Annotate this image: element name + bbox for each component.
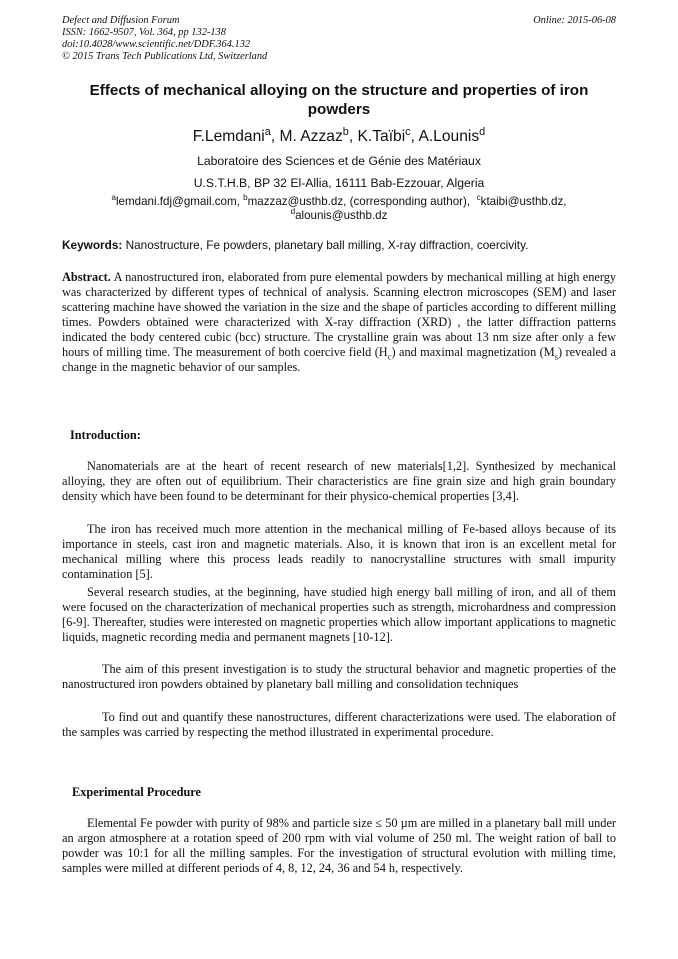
keywords-text: Nanostructure, Fe powders, planetary ball milling, X-ray diffraction, coercivity. [125,238,529,252]
email-link[interactable]: ktaibi@usthb.dz, [480,195,567,208]
experimental-paragraph: Elemental Fe powder with purity of 98% and particle size ≤ 50 µm are milled in a planetary ball mill under an argon atmosphere at a rotation speed of 200 rpm with vial volume of 250 ml. The weight ration of ball to powder was 10:1 for all the milling samples. For the investigation of structural evolution with milling time, samples were milled at different periods of 4, 8, 12, 24, 36 and 54 h, respectively. [62,816,616,875]
author-name: M. Azzaz [279,128,343,145]
intro-paragraph: To find out and quantify these nanostructures, different characterizations were used. The elaboration of the samples was carried by respecting the method illustrated in experimental procedure. [62,710,616,739]
author-mark: c [405,125,411,138]
email-mark: b [243,193,248,203]
abstract [62,270,616,375]
author-mark: a [264,125,271,138]
email-link[interactable]: lemdani.fdj@gmail.com, [115,195,240,208]
keywords-label: Keywords: [62,238,123,252]
paper-title: Effects of mechanical alloying on the structure and properties of iron powders [89,82,589,118]
abstract-text: ) and maximal magnetization (M [391,345,555,359]
journal-copyright: © 2015 Trans Tech Publications Ltd, Switzerland [62,51,268,62]
email-mark: c [476,193,481,203]
online-date: Online: 2015-06-08 [533,15,616,26]
keywords [62,238,616,253]
affiliation-line: Laboratoire des Sciences et de Génie des Matériaux [197,154,481,168]
email-link[interactable]: alounis@usthb.dz [295,209,388,222]
section-heading-introduction: Introduction: [70,428,141,442]
author-mark: b [342,125,349,138]
abstract-text: A nanostructured iron, elaborated from pure elemental powders by mechanical milling at high energy was characterized by different types of technical of analysis. Scanning electron microscopes (SEM) and laser scattering machine have showed the variation in the size and the shape of particles according to different milling times. Powders obtained were characterized with X-ray diffraction (XRD) , the latter diffraction patterns indicated the body centered cubic (bcc) structure. The crystalline grain was about 13 nm size after only a few hours of milling time. The measurement of both coercive field (H [62,270,616,359]
author-name: K.Taïbi [357,128,406,145]
subscript: c [387,351,392,362]
journal-issn: ISSN: 1662-9507, Vol. 364, pp 132-138 [62,27,226,38]
section-heading-experimental: Experimental Procedure [72,785,201,799]
affiliation-address: U.S.T.H.B, BP 32 El-Allia, 16111 Bab-Ezzouar, Algeria [193,176,485,190]
journal-doi: doi:10.4028/www.scientific.net/DDF.364.132 [62,39,251,50]
author-emails [62,195,616,223]
intro-paragraph: Nanomaterials are at the heart of recent research of new materials[1,2]. Synthesized by mechanical alloying, they are often out of equilibrium. Their characteristics are fine grain size and high grain boundary density which have been found to be determinant for their physico-chemical properties [3,4]. [62,459,616,503]
author-list: F.Lemdani$^a$, M. Azzaz$^b$, K.Taïbi$^c$, A.Lounis$^d$ [192,125,486,145]
email-mark: a [111,193,116,203]
author-name: F.Lemdani [192,128,265,145]
abstract-label: Abstract. [62,270,111,284]
journal-name: Defect and Diffusion Forum [62,15,180,26]
subscript: s [554,351,559,362]
intro-paragraph: The aim of this present investigation is to study the structural behavior and magnetic properties of the nanostructured iron powders obtained by planetary ball milling and consolidation techniques [62,662,616,691]
journal-header [62,15,616,63]
author-name: A.Lounis [418,128,480,145]
intro-paragraph: Several research studies, at the beginning, have studied high energy ball milling of iron, and all of them were focused on the characterization of mechanical properties such as strength, microhardness and compression [6-9]. Thereafter, studies were interested on magnetic properties which allow important applications to magnetic liquids, magnetic recording media and permanent magnets [10-12]. [62,585,616,644]
author-mark: d [479,125,486,138]
intro-paragraph: The iron has received much more attention in the mechanical milling of Fe-based alloys because of its importance in steels, cast iron and magnetic materials. Also, it is known that iron is an excellent metal for mechanical milling where this process leads readily to nanocrystalline structures with small impurity contamination [5]. [62,522,616,581]
email-link[interactable]: mazzaz@usthb.dz, (corresponding author), [247,195,471,208]
email-mark: d [290,207,296,217]
abstract-text: ) revealed a change in the magnetic behavior of our samples. [62,345,616,374]
